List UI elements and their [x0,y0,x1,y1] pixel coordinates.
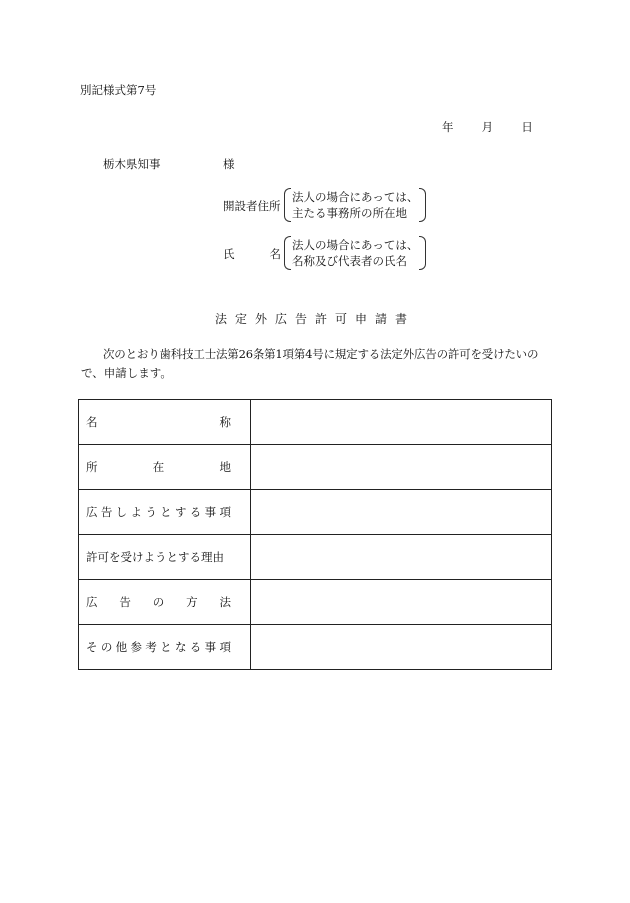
addressee-honorific: 様 [223,157,235,171]
row-label [79,625,251,670]
row-value-field[interactable] [251,535,552,580]
row-label-text: と [160,640,172,654]
row-label-text: 事 [204,505,217,519]
body-line: 次のとおり歯科技工士法第26条第1項第4号に規定する法定外広告の許可を受けたいの [103,347,539,361]
table-row [79,445,552,490]
row-value-field[interactable] [251,445,552,490]
row-value-field[interactable] [251,580,552,625]
name-note-line: 法人の場合にあっては、 [292,238,419,252]
date-month: 月 [481,120,494,134]
addressee: 栃木県知事 [103,157,161,171]
row-label-text: る [189,640,202,654]
row-label-text: 参 [130,640,142,654]
name-note-line: 名称及び代表者の氏名 [292,254,407,268]
row-label-text: 許可を受けようとする理由 [86,550,224,564]
row-label-text: 告 [119,595,131,609]
row-label-text: そ [86,640,98,654]
body-line: で、申請します。 [81,366,172,380]
address-note-line: 法人の場合にあっては、 [292,190,419,204]
row-label-text: よ [130,505,142,519]
row-label-text: 所 [86,460,98,474]
table-row [79,490,552,535]
row-label [79,400,251,445]
row-label-text: の [100,640,113,654]
form-number: 別記様式第7号 [80,83,157,97]
row-label-text: 考 [145,640,157,654]
document-title: 法定外広告許可申請書 [214,312,415,326]
row-label [79,445,251,490]
row-label-text: る [189,505,202,519]
row-label-text: 事 [204,640,217,654]
row-value-field[interactable] [251,625,552,670]
row-label-text: し [115,505,128,519]
row-label-text: 広 [86,505,98,519]
date-year: 年 [442,120,454,134]
row-label-text: 告 [100,505,113,519]
row-label-text: 他 [115,640,128,654]
row-label-text: す [174,505,187,519]
row-label-text: 広 [86,595,98,609]
table-row [79,625,552,670]
table-row [79,400,552,445]
row-label-text: う [145,505,157,519]
row-label-text: 方 [186,595,198,609]
row-label-text: 称 [219,415,231,429]
row-label-text: 法 [219,595,231,609]
row-label-text: な [174,640,187,654]
name-note [284,237,426,269]
address-note [284,189,426,221]
row-label-text: 項 [219,505,231,519]
row-label-text: 項 [219,640,231,654]
name-label-char: 氏 [223,247,235,261]
row-label-text: 名 [86,415,98,429]
row-label-text: 在 [152,460,165,474]
address-note-line: 主たる事務所の所在地 [292,206,407,220]
name-label-char: 名 [269,247,281,261]
row-label-text: の [152,595,165,609]
row-label [79,535,251,580]
date-line [442,119,533,135]
application-table [78,399,552,670]
table-row [79,580,552,625]
row-value-field[interactable] [251,400,552,445]
body-text [80,345,555,383]
row-label [79,580,251,625]
row-label-text: と [160,505,172,519]
table-row [79,535,552,580]
row-value-field[interactable] [251,490,552,535]
date-day: 日 [521,120,533,134]
name-label [223,246,281,262]
row-label [79,490,251,535]
row-label-text: 地 [219,460,231,474]
address-label: 開設者住所 [223,199,281,213]
